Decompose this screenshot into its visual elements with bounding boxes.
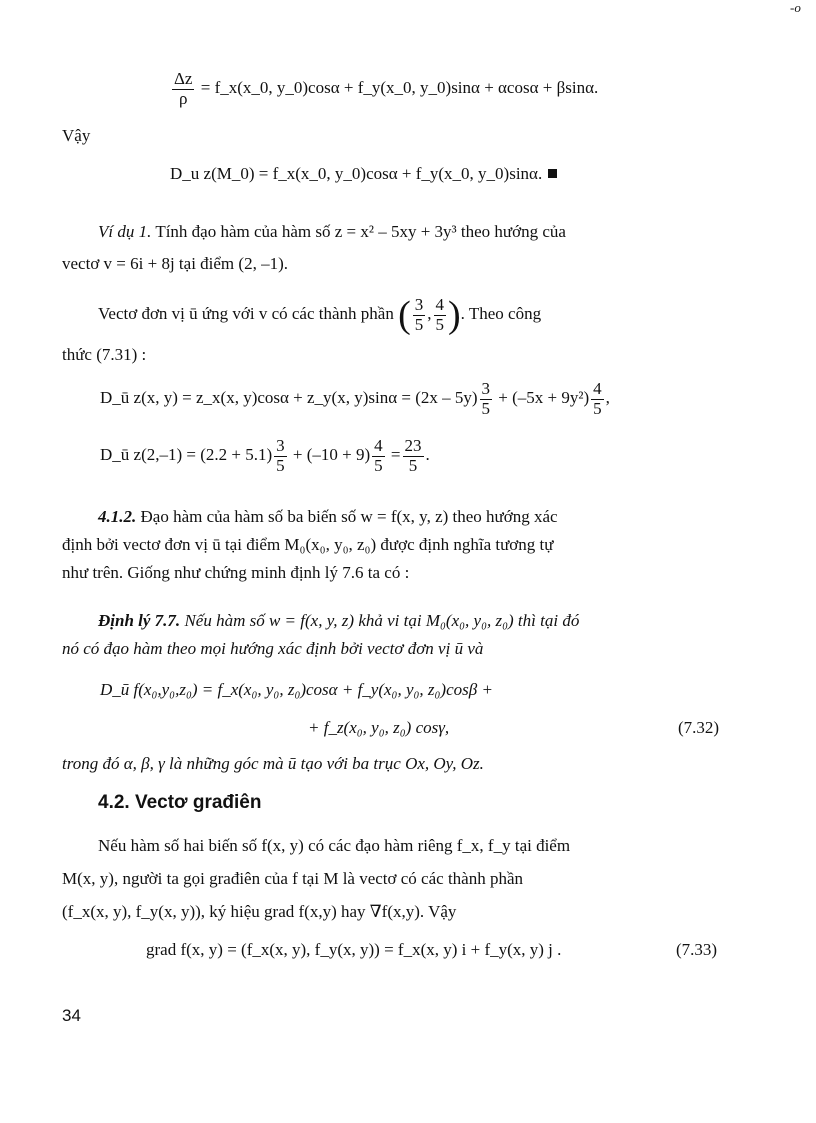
paragraph-line: như trên. Giống như chứng minh định lý 7.6 ta có :: [62, 563, 410, 582]
paragraph-line: M(x, y), người ta gọi građiên của f tại M là vectơ có các thành phần: [62, 869, 524, 888]
formula-reference-line: thức (7.31) :: [62, 345, 147, 364]
fraction-delta-z-rho: [172, 70, 194, 108]
fraction-3-5: [274, 437, 287, 475]
gradient-equation: grad f(x, y) = (f_x(x, y), f_y(x, y)) = f_x(x, y) i + f_y(x, y) j .: [146, 940, 562, 959]
fraction-numerator: 3: [481, 379, 491, 398]
unit-vector-text: Vectơ đơn vị ū ứng với v có các thành phần: [98, 304, 394, 324]
fraction-numerator: Δz: [174, 69, 193, 88]
fraction-numerator: 23: [404, 436, 422, 455]
paragraph-line: định bởi vectơ đơn vị ū tại điểm M₀(x₀, y₀, z₀) được định nghĩa tương tự: [62, 535, 554, 554]
theorem-7-7: [62, 607, 734, 663]
fraction-denominator: 5: [276, 455, 285, 475]
fraction-4-5: [434, 296, 447, 334]
fraction-denominator: 5: [414, 314, 424, 334]
unit-vector-tail: . Theo công: [460, 304, 542, 324]
fraction-denominator: 5: [374, 455, 383, 475]
equation-mid: + (–10 + 9): [292, 445, 371, 465]
section-4-1-2-paragraph: [62, 503, 734, 587]
fraction-numerator: 4: [435, 295, 444, 314]
corner-mark: -o: [790, 0, 801, 15]
section-label: 4.1.2.: [98, 507, 137, 526]
fraction-numerator: 4: [374, 436, 383, 455]
equation-rhs: = f_x(x_0, y_0)cosα + f_y(x_0, y_0)sinα + αcosα + βsinα.: [200, 78, 599, 98]
fraction-3-5: [413, 296, 426, 334]
paragraph-line: Đạo hàm của hàm số ba biến số w = f(x, y, z) theo hướng xác: [140, 507, 558, 526]
theorem-equation-line-1: D_ū f(x₀,y₀,z₀) = f_x(x₀, y₀, z₀)cosα + f_y(x₀, y₀, z₀)cosβ +: [100, 680, 493, 699]
fraction-numerator: 4: [593, 379, 602, 398]
equation-mid: + (–5x + 9y²): [498, 388, 590, 408]
fraction-denominator: 5: [435, 314, 444, 334]
equation-end: .: [425, 445, 430, 465]
theorem-equation-line-2: + f_z(x₀, y₀, z₀) cosγ,: [308, 718, 450, 737]
example-text: Tính đạo hàm của hàm số z = x² – 5xy + 3y³ theo hướng của: [155, 222, 566, 241]
equation-dz-point: [100, 437, 430, 475]
theorem-label: Định lý 7.7.: [98, 611, 181, 630]
page-number: 34: [62, 1006, 81, 1025]
paragraph-line: Nếu hàm số hai biến số f(x, y) có các đạo hàm riêng f_x, f_y tại điểm: [98, 836, 571, 855]
fraction-23-5: [403, 437, 424, 475]
equals-sign: =: [390, 445, 401, 465]
theorem-line: Nếu hàm số w = f(x, y, z) khả vi tại M₀(x₀, y₀, z₀) thì tại đó: [184, 611, 580, 630]
equation-number-7-32: (7.32): [678, 718, 720, 737]
right-paren: ): [448, 294, 461, 337]
equation-end: ,: [605, 388, 610, 408]
equation-number-7-33: (7.33): [676, 940, 718, 959]
unit-vector-line: Vectơ đơn vị ū ứng với v có các thành phần ( $\frac{3}{5}$ , $\frac{4}{5}$ ). Theo công: [98, 294, 542, 337]
qed-square-icon: [548, 169, 557, 178]
gradient-paragraph: [62, 829, 734, 928]
fraction-4-5: [372, 437, 385, 475]
equation-left: D_ū z(2,–1) = (2.2 + 5.1): [100, 445, 273, 465]
theorem-angles-line: trong đó α, β, γ là những góc mà ū tạo với ba trục Ox, Oy, Oz.: [62, 754, 484, 773]
paragraph-line: (f_x(x, y), f_y(x, y)), ký hiệu grad f(x,y) hay ∇f(x,y). Vậy: [62, 902, 457, 921]
fraction-4-5: [591, 380, 604, 418]
section-heading-4-2: 4.2. Vectơ građiên: [98, 792, 262, 813]
example-line-2: vectơ v = 6i + 8j tại điểm (2, –1).: [62, 254, 288, 273]
fraction-3-5: [480, 380, 493, 418]
example-paragraph: [62, 218, 734, 246]
equation-text: D_u z(M_0) = f_x(x_0, y_0)cosα + f_y(x_0, y_0)sinα.: [170, 164, 543, 183]
fraction-denominator: 5: [408, 455, 418, 475]
left-paren: (: [398, 294, 411, 337]
equation-directional-derivative: [170, 164, 557, 184]
theorem-line: nó có đạo hàm theo mọi hướng xác định bởi vectơ đơn vị ū và: [62, 639, 484, 658]
fraction-denominator: ρ: [179, 88, 188, 108]
fraction-denominator: 5: [593, 398, 602, 418]
equation-left: D_ū z(x, y) = z_x(x, y)cosα + z_y(x, y)sinα = (2x – 5y): [100, 388, 478, 408]
example-label: Ví dụ 1.: [98, 222, 152, 241]
equation-dz-general: [100, 380, 610, 418]
fraction-denominator: 5: [481, 398, 491, 418]
fraction-numerator: 3: [276, 436, 285, 455]
fraction-numerator: 3: [414, 295, 424, 314]
word-vay: Vậy: [62, 126, 91, 145]
equation-delta-z: [170, 70, 598, 108]
